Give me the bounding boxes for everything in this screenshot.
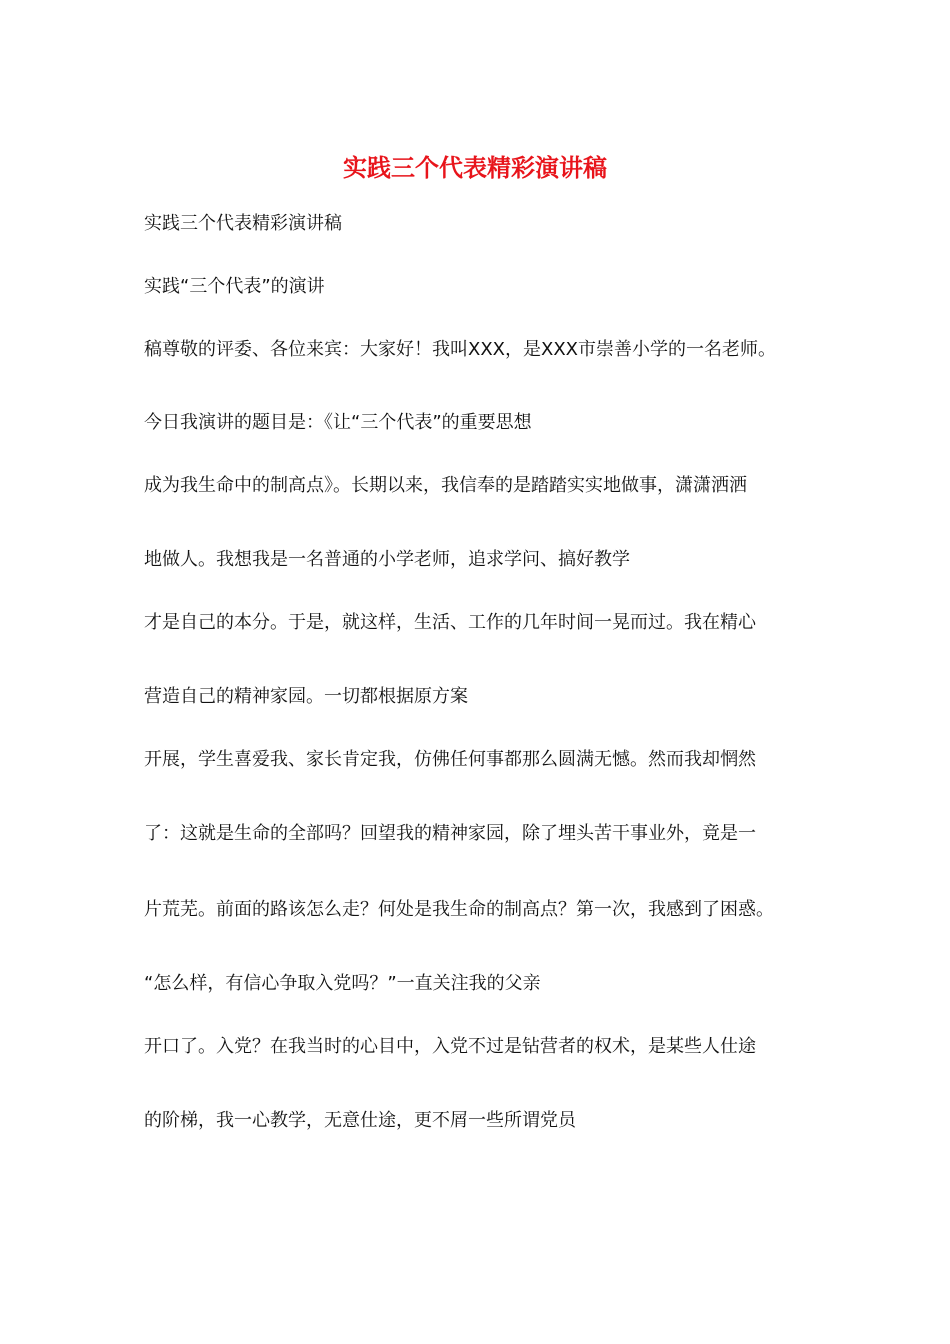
document-title: 实践三个代表精彩演讲稿 [343,153,607,182]
text-line: 实践“三个代表”的演讲 [144,276,325,297]
text-line: 实践三个代表精彩演讲稿 [144,213,342,234]
text-line: 成为我生命中的制高点》。长期以来，我信奉的是踏踏实实地做事，潇潇洒洒 [144,475,747,496]
text-line: 片荒芜。前面的路该怎么走？何处是我生命的制高点？第一次，我感到了困惑。 [144,899,774,920]
text-line: 今日我演讲的题目是：《让“三个代表”的重要思想 [144,412,532,433]
text-line: 开展，学生喜爱我、家长肯定我，仿佛任何事都那么圆满无憾。然而我却惘然 [144,749,756,770]
text-line: 地做人。我想我是一名普通的小学老师，追求学问、搞好教学 [144,549,630,570]
text-line: 稿尊敬的评委、各位来宾：大家好！我叫XXX，是XXX市崇善小学的一名老师。 [144,339,776,360]
text-line: 的阶梯，我一心教学，无意仕途，更不屑一些所谓党员 [144,1110,576,1131]
text-line: 营造自己的精神家园。一切都根据原方案 [144,686,468,707]
text-line: 了：这就是生命的全部吗？回望我的精神家园，除了埋头苦干事业外，竟是一 [144,823,756,844]
text-line: 才是自己的本分。于是，就这样，生活、工作的几年时间一晃而过。我在精心 [144,612,756,633]
text-line: “怎么样，有信心争取入党吗？”一直关注我的父亲 [144,973,541,994]
text-line: 开口了。入党？在我当时的心目中，入党不过是钻营者的权术，是某些人仕途 [144,1036,756,1057]
